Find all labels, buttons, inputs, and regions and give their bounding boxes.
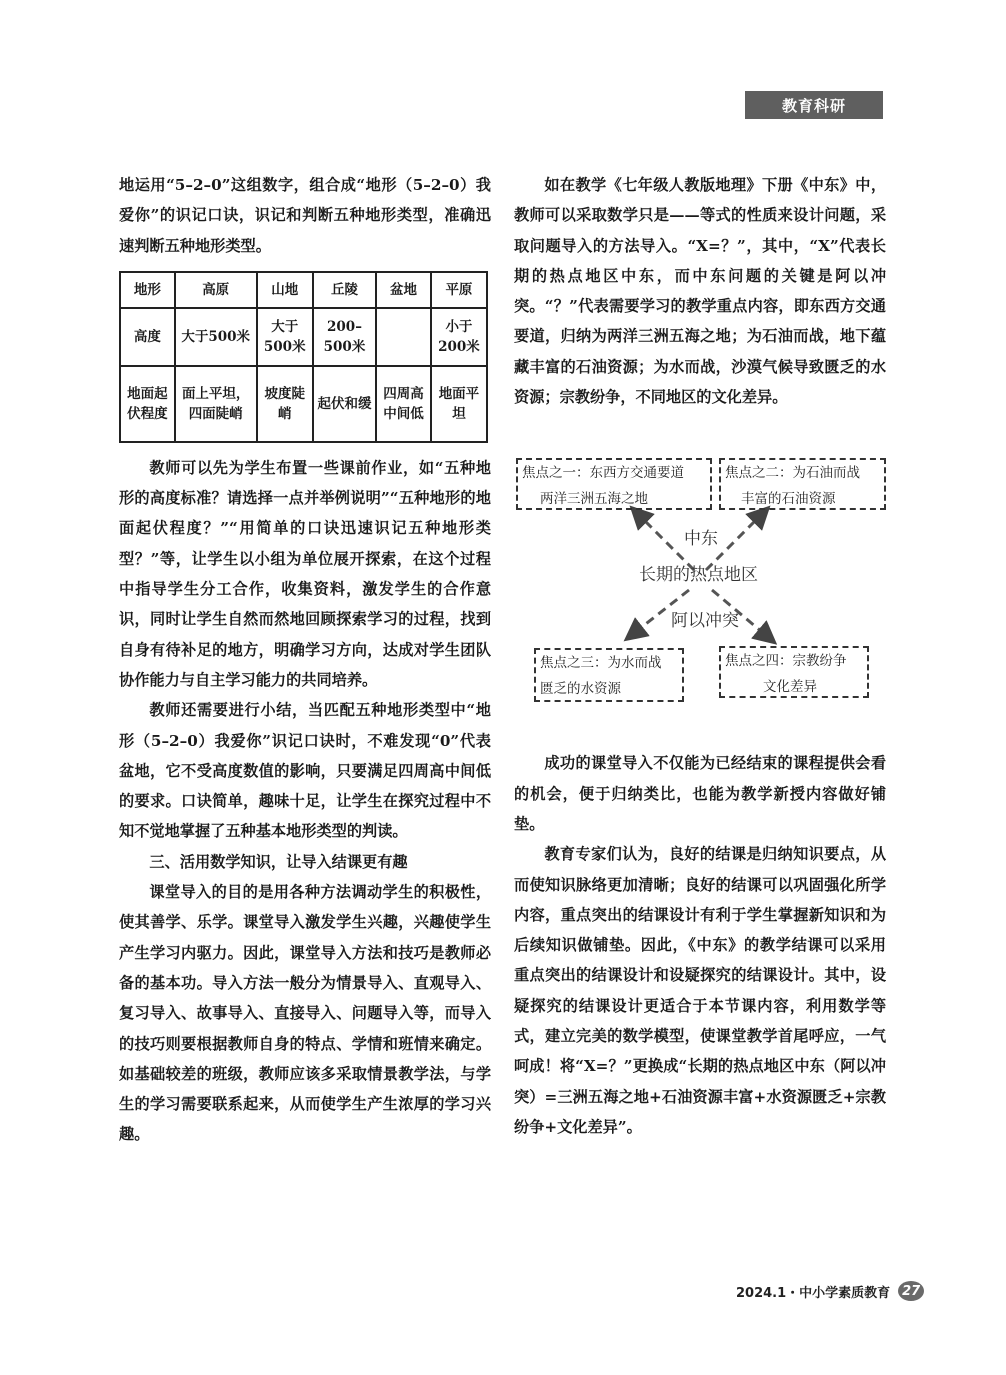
- section-tag: 教育科研: [745, 91, 883, 119]
- page-footer: [736, 1281, 924, 1301]
- table-cell: 小于200米: [431, 308, 487, 366]
- section-heading: 三、活用数学知识，让导入结课更有趣: [149, 852, 408, 871]
- focus-box-4: [719, 646, 869, 698]
- focus-1-title: 焦点之一：东西方交通要道: [522, 465, 684, 482]
- table-cell: 坡度陡峭: [257, 366, 313, 442]
- focus-2-detail: 丰富的石油资源: [741, 491, 836, 508]
- center-label-middle-east: 中东: [684, 529, 718, 550]
- table-cell: 大于500米: [257, 308, 313, 366]
- table-cell: 面上平坦，四面陡峭: [175, 366, 257, 442]
- paragraph-introduction-purpose: 课堂导入的目的是用各种方法调动学生的积极性，使其善学、乐学。课堂导入激发学生兴趣，兴趣使学生产生学习内驱力。因此，课堂导入方法和技巧是教师必备的基本功。导入方法一般分为情景导入、直观导入、复习导入、故事导入、直接导入、问题导入等，而导入的技巧则要根据教师自身的特点、学情和班情来确定。如基础较差的班级，教师应该多采取情景教学法，与学生的学习需要联系起来，从而使学生产生浓厚的学习兴趣。: [119, 883, 491, 1144]
- focus-box-1: [516, 458, 712, 510]
- paragraph-summary: 教师还需要进行小结，当匹配五种地形类型中“地形（5–2–0）我爱你”识记口诀时，不难发现“0”代表盆地，它不受高度数值的影响，只要满足四周高中间低的要求。口诀简单，趣味十足，让学生在探究过程中不知不觉地掌握了五种基本地形类型的判读。: [119, 701, 491, 841]
- table-header-cell: 丘陵: [313, 272, 376, 308]
- right-column: [514, 170, 886, 1142]
- center-label-hotspot: 长期的热点地区: [639, 565, 758, 586]
- table-cell: 地面平坦: [431, 366, 487, 442]
- center-label-conflict: 阿以冲突: [671, 611, 739, 632]
- table-cell: 起伏和缓: [313, 366, 376, 442]
- table-row: [120, 366, 487, 442]
- table-header-row: [120, 272, 487, 308]
- paragraph-homework: 教师可以先为学生布置一些课前作业，如“五种地形的高度标准？请选择一点并举例说明”“五种地形的地面起伏程度？”“用简单的口诀迅速识记五种地形类型？”等，让学生以小组为单位展开探索，在这个过程中指导学生分工合作，收集资料，激发学生的合作意识，同时让学生自然而然地回顾探索学习的过程，找到自身有待补足的地方，明确学习方向，达成对学生团队协作能力与自主学习能力的共同培养。: [119, 458, 491, 689]
- focus-3-detail: 匮乏的水资源: [540, 681, 621, 698]
- table-header-cell: 山地: [257, 272, 313, 308]
- focus-4-detail: 文化差异: [763, 679, 817, 696]
- table-header-cell: 地形: [120, 272, 175, 308]
- focus-box-3: [534, 648, 684, 702]
- table-cell: 大于500米: [175, 308, 257, 366]
- focus-4-title: 焦点之四：宗教纷争: [725, 653, 847, 670]
- focus-2-title: 焦点之二：为石油而战: [725, 465, 860, 482]
- table-cell: 地面起伏程度: [120, 366, 175, 442]
- left-column: [119, 170, 491, 1150]
- paragraph-success: 成功的课堂导入不仅能为已经结束的课程提供会看的机会，便于归纳类比，也能为教学新授内容做好铺垫。: [514, 754, 886, 833]
- paragraph-intro: 地运用“5–2–0”这组数字，组合成“地形（5–2–0）我爱你”的识记口诀，识记和判断五种地形类型，准确迅速判断五种地形类型。: [119, 176, 491, 255]
- table-header-cell: 盆地: [376, 272, 431, 308]
- middle-east-diagram: [514, 450, 886, 720]
- focus-1-detail: 两洋三洲五海之地: [540, 491, 648, 508]
- paragraph-example: 如在教学《七年级人教版地理》下册《中东》中，教师可以采取数学只是——等式的性质来设计问题，采取问题导入的方法导入。“X=？”，其中，“X”代表长期的热点地区中东，而中东问题的关键是阿以冲突。“？”代表需要学习的教学重点内容，即东西方交通要道，归纳为两洋三洲五海之地；为石油而战，地下蕴藏丰富的石油资源；为水而战，沙漠气候导致匮乏的水资源；宗教纷争，不同地区的文化差异。: [514, 176, 886, 407]
- terrain-table: [119, 271, 488, 443]
- table-cell: 高度: [120, 308, 175, 366]
- paragraph-experts: 教育专家们认为，良好的结课是归纳知识要点，从而使知识脉络更加清晰；良好的结课可以巩固强化所学内容，重点突出的结课设计有利于学生掌握新知识和为后续知识做铺垫。因此，《中东》的教学结课可以采用重点突出的结课设计和设疑探究的结课设计。其中，设疑探究的结课设计更适合于本节课内容，利用数学等式，建立完美的数学模型，使课堂教学首尾呼应，一气呵成！将“X=？”更换成“长期的热点地区中东（阿以冲突）=三洲五海之地+石油资源丰富+水资源匮乏+宗教纷争+文化差异”。: [514, 845, 886, 1136]
- table-cell: [376, 308, 431, 366]
- page-number: 27: [898, 1281, 924, 1301]
- table-header-cell: 高原: [175, 272, 257, 308]
- focus-3-title: 焦点之三：为水而战: [540, 655, 662, 672]
- table-cell: 200–500米: [313, 308, 376, 366]
- table-cell: 四周高中间低: [376, 366, 431, 442]
- issue-label: 2024.1・中小学素质教育: [736, 1285, 891, 1301]
- focus-box-2: [719, 458, 886, 510]
- table-header-cell: 平原: [431, 272, 487, 308]
- table-row: [120, 308, 487, 366]
